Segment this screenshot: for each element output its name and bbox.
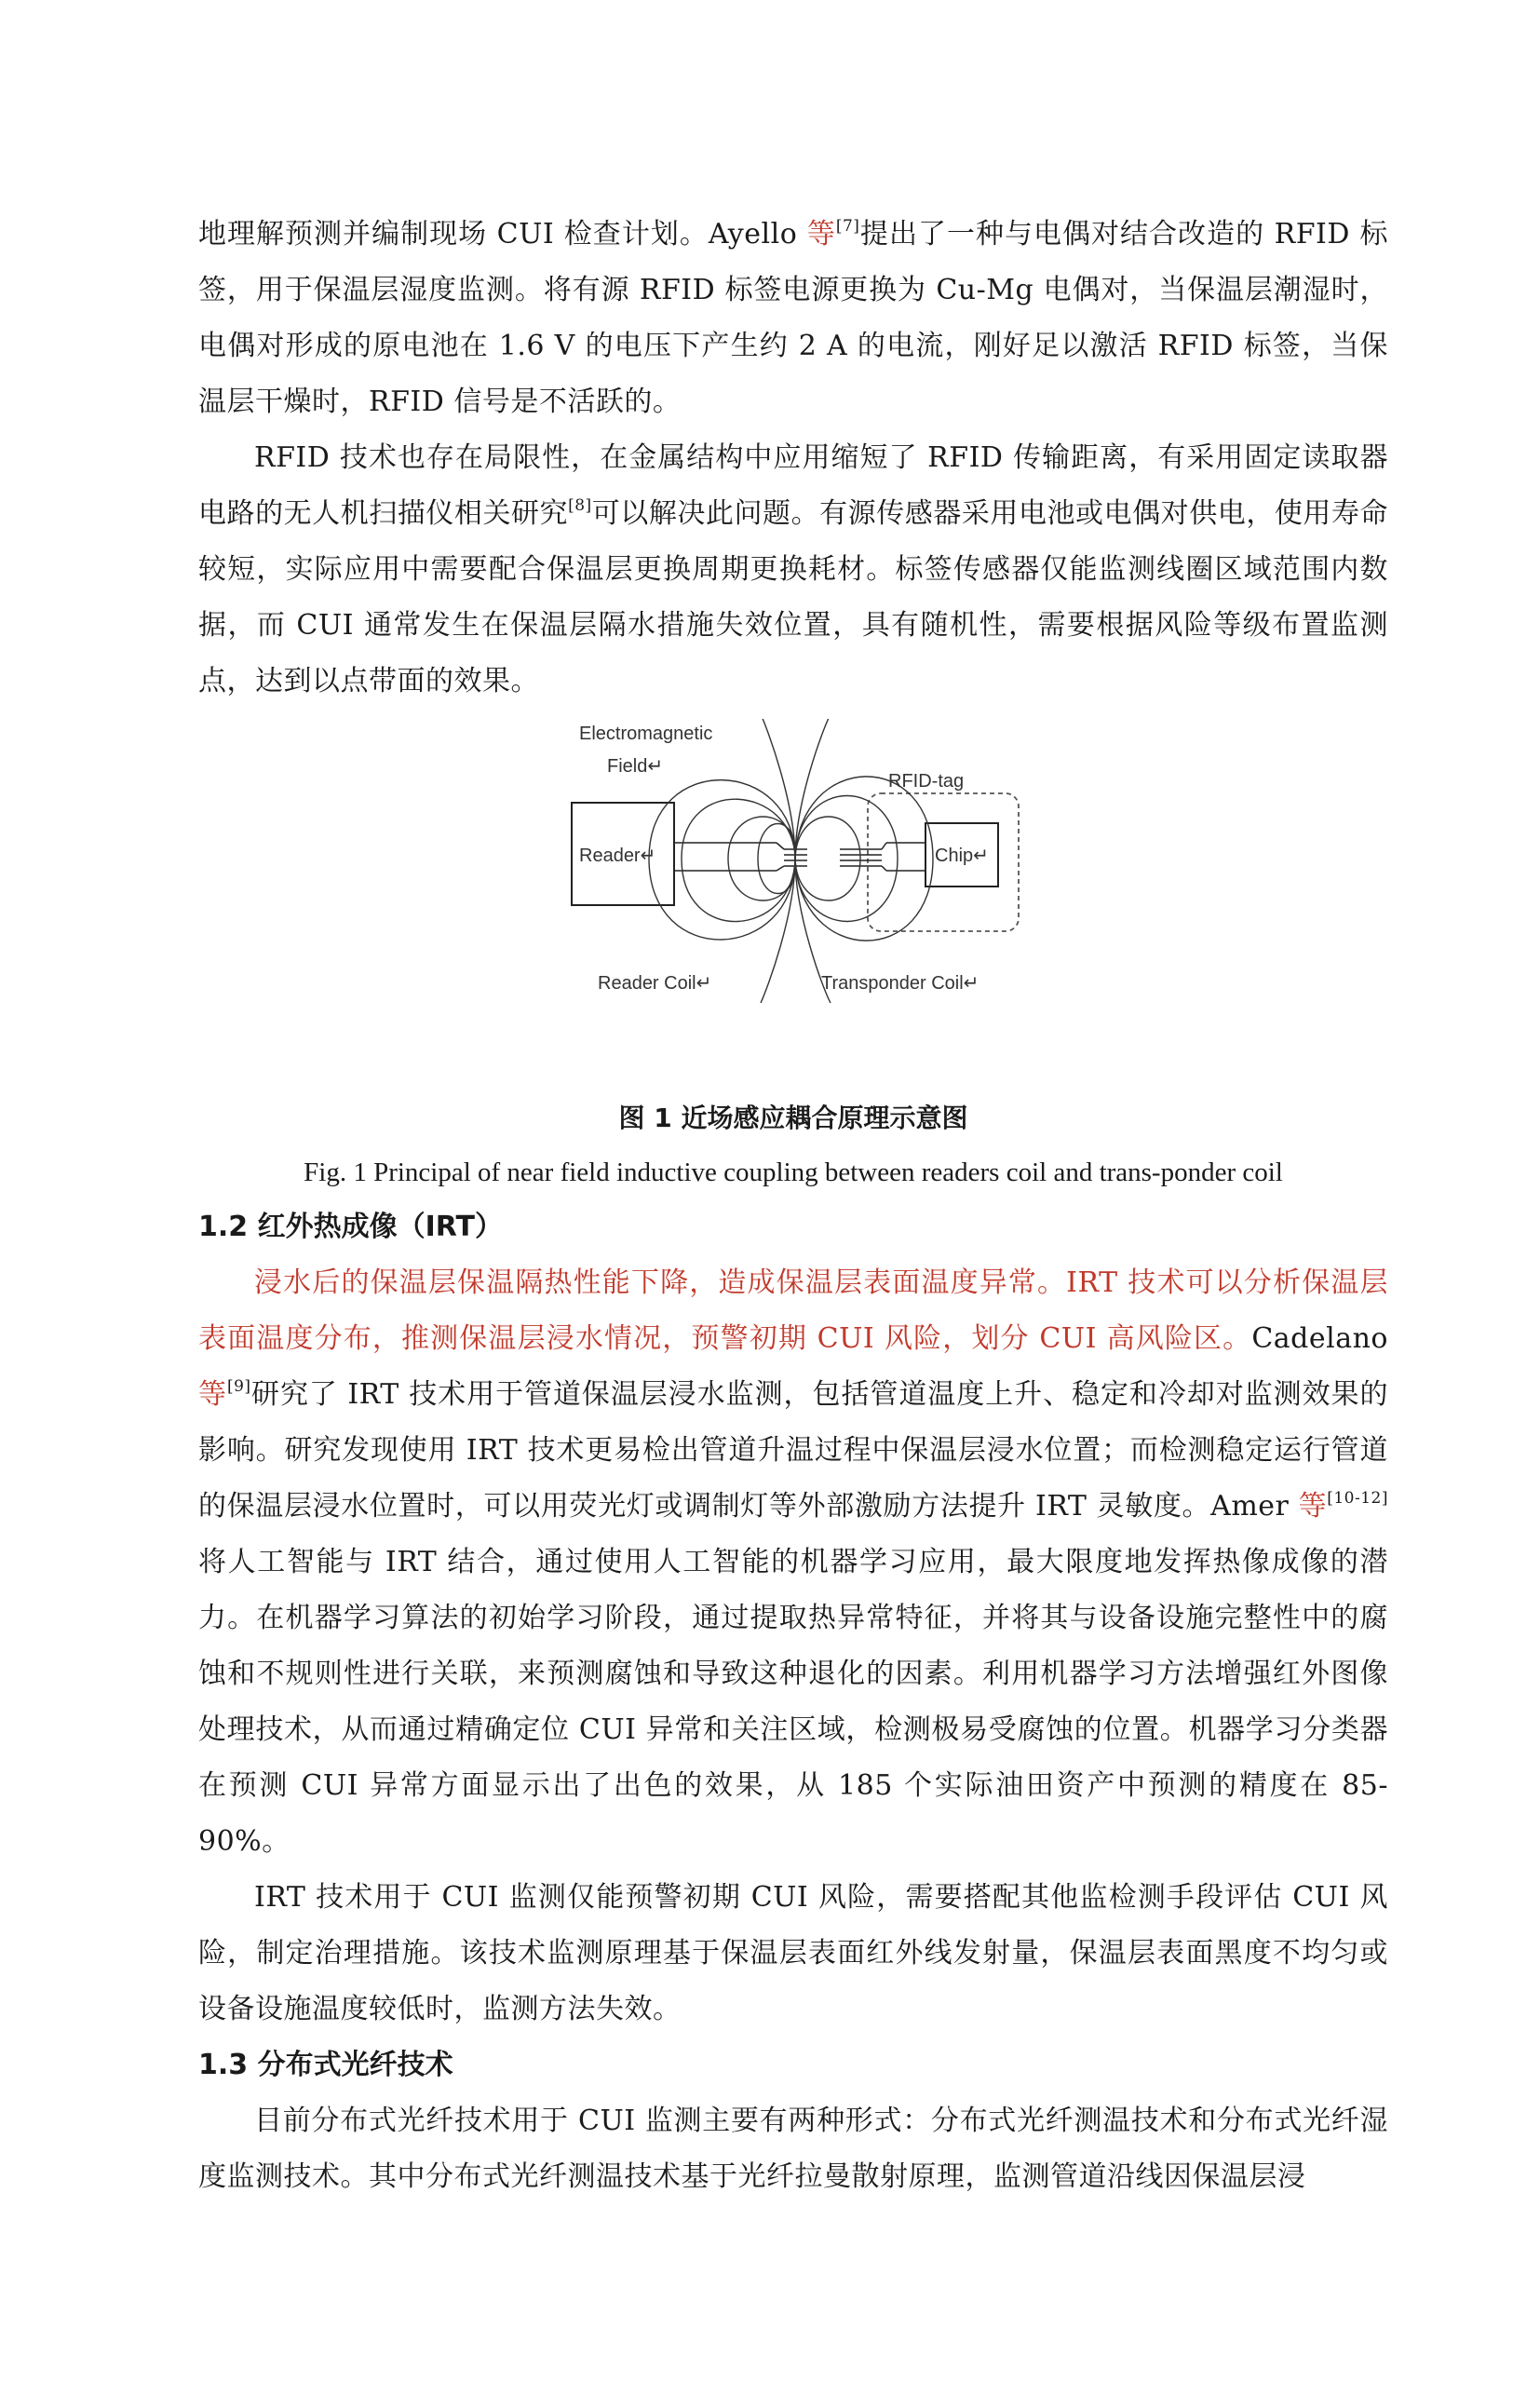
figure-1 — [198, 719, 1388, 1199]
paragraph-irt — [198, 1255, 1388, 1870]
label-rfid-tag: RFID-tag — [888, 771, 965, 792]
paragraph-fiber-optic: 目前分布式光纤技术用于 CUI 监测主要有两种形式：分布式光纤测温技术和分布式光纤湿度监测技术。其中分布式光纤测温技术基于光纤拉曼散射原理，监测管道沿线因保温层浸 — [198, 2105, 1388, 2193]
paragraph-text: 将人工智能与 IRT 结合，通过使用人工智能的机器学习应用，最大限度地发挥热像成像的潜力。在机器学习算法的初始学习阶段，通过提取热异常特征，并将其与设备设施完整性中的腐蚀和不规则性进行关联，来预测腐蚀和导致这种退化的因素。利用机器学习方法增强红外图像处理技术，从而通过精确定位 CUI 异常和关注区域，检测极易受腐蚀的位置。机器学习分类器在预测 CUI 异常方面显示出了出色的效果，从 185 个实际油田资产中预测的精度在 85-90%。 — [198, 1546, 1388, 1858]
label-reader-coil: Reader Coil↵ — [598, 973, 712, 994]
reader-coil — [777, 843, 807, 871]
reference-mark: [8] — [568, 496, 592, 515]
paragraph-text: 地理解预测并编制现场 CUI 检查计划。Ayello — [198, 218, 807, 250]
page-content — [198, 207, 1388, 2205]
transponder-coil — [840, 843, 886, 871]
citation-word: 等 — [806, 218, 836, 250]
label-transponder-coil: Transponder Coil↵ — [821, 973, 979, 994]
section-heading-1-2: 1.2 红外热成像（IRT） — [198, 1211, 503, 1243]
inductive-coupling-diagram — [561, 719, 1026, 1091]
label-field: Field↵ — [607, 756, 664, 777]
paragraph-text: RFID 技术也存在局限性，在金属结构中应用缩短了 RFID 传输距离，有采用固定读取器电路的无人机扫描仪相关研究 — [198, 441, 1388, 530]
paragraph-text: 研究了 IRT 技术用于管道保温层浸水监测，包括管道温度上升、稳定和冷却对监测效果的影响。研究发现使用 IRT 技术更易检出管道升温过程中保温层浸水位置；而检测稳定运行管道的保温层浸水位置时，可以用荧光灯或调制灯等外部激励方法提升 IRT 灵敏度。Amer — [198, 1378, 1388, 1523]
paragraph-rfid-limitations — [198, 430, 1388, 710]
section-heading-1-3: 1.3 分布式光纤技术 — [198, 2049, 453, 2081]
figure-caption-en: Fig. 1 Principal of near field inductive coupling between readers coil and trans-ponder coil — [304, 1157, 1283, 1187]
reference-mark: [9] — [226, 1377, 251, 1396]
figure-caption-cn: 图 1 近场感应耦合原理示意图 — [618, 1103, 968, 1133]
citation-word: 等 — [198, 1378, 227, 1411]
paragraph-text: 可以解决此问题。有源传感器采用电池或电偶对供电，使用寿命较短，实际应用中需要配合保温层更换周期更换耗材。标签传感器仅能监测线圈区域范围内数据，而 CUI 通常发生在保温层隔水措施失效位置，具有随机性，需要根据风险等级布置监测点，达到以点带面的效果。 — [198, 497, 1389, 697]
label-chip: Chip↵ — [935, 846, 989, 866]
paragraph-rfid-ayello — [198, 207, 1388, 430]
paragraph-text: Cadelano — [1251, 1322, 1388, 1355]
reference-mark: [10-12] — [1327, 1489, 1388, 1508]
citation-word: 等 — [1298, 1490, 1328, 1523]
paragraph-irt-limitations: IRT 技术用于 CUI 监测仅能预警初期 CUI 风险，需要搭配其他监检测手段评估 CUI 风险，制定治理措施。该技术监测原理基于保温层表面红外线发射量，保温层表面黑度不均匀或设备设施温度较低时，监测方法失效。 — [198, 1881, 1388, 2025]
label-reader: Reader↵ — [579, 846, 656, 866]
reference-mark: [7] — [835, 217, 860, 236]
highlighted-text: 浸水后的保温层保温隔热性能下降，造成保温层表面温度异常。IRT 技术可以分析保温层表面温度分布，推测保温层浸水情况，预警初期 CUI 风险，划分 CUI 高风险区。 — [198, 1266, 1388, 1355]
label-electromagnetic: Electromagnetic — [579, 724, 713, 744]
paragraph-text: 提出了一种与电偶对结合改造的 RFID 标签，用于保温层湿度监测。将有源 RFID 标签电源更换为 Cu-Mg 电偶对，当保温层潮湿时，电偶对形成的原电池在 1.6 V 的电压下产生约 2 A 的电流，刚好足以激活 RFID 标签，当保温层干燥时，RFID 信号是不活跃的。 — [198, 218, 1388, 418]
